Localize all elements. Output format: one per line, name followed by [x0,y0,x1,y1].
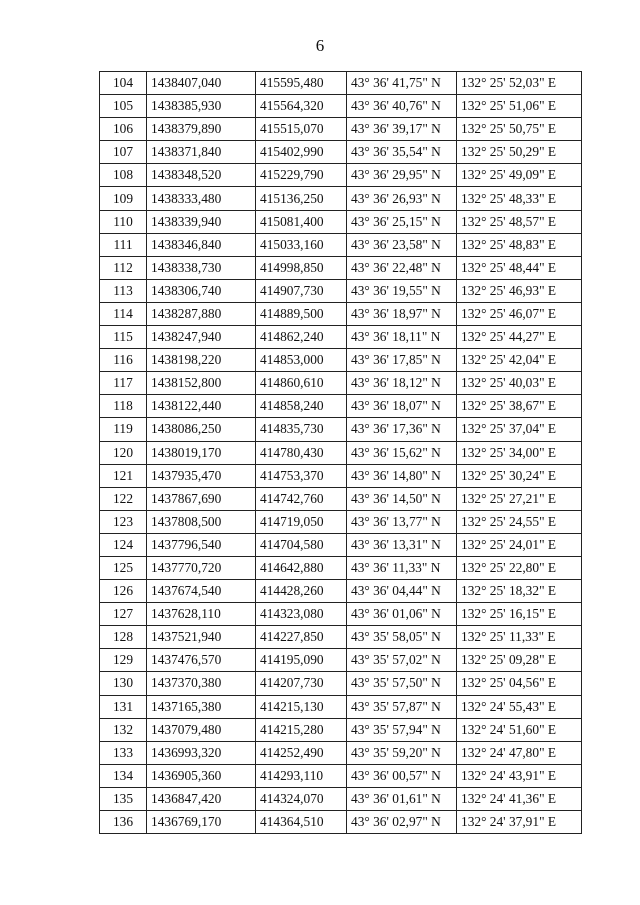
x-coordinate-cell: 1438385,930 [147,95,256,118]
y-coordinate-cell: 414195,090 [256,649,347,672]
longitude-cell: 132° 25' 48,57" E [457,210,582,233]
latitude-cell: 43° 36' 13,31" N [347,533,457,556]
y-coordinate-cell: 414215,280 [256,718,347,741]
y-coordinate-cell: 414642,880 [256,556,347,579]
longitude-cell: 132° 24' 43,91" E [457,764,582,787]
table-row [100,372,582,395]
y-coordinate-cell: 414860,610 [256,372,347,395]
y-coordinate-cell: 414780,430 [256,441,347,464]
longitude-cell: 132° 25' 24,01" E [457,533,582,556]
table-row [100,210,582,233]
x-coordinate-cell: 1437935,470 [147,464,256,487]
x-coordinate-cell: 1436905,360 [147,764,256,787]
x-coordinate-cell: 1438019,170 [147,441,256,464]
y-coordinate-cell: 414862,240 [256,326,347,349]
longitude-cell: 132° 25' 51,06" E [457,95,582,118]
y-coordinate-cell: 415564,320 [256,95,347,118]
table-row [100,118,582,141]
table-row [100,395,582,418]
point-number-cell: 112 [100,256,147,279]
x-coordinate-cell: 1438306,740 [147,279,256,302]
latitude-cell: 43° 36' 14,50" N [347,487,457,510]
latitude-cell: 43° 36' 17,36" N [347,418,457,441]
table-row [100,418,582,441]
x-coordinate-cell: 1438122,440 [147,395,256,418]
longitude-cell: 132° 25' 04,56" E [457,672,582,695]
longitude-cell: 132° 25' 22,80" E [457,556,582,579]
y-coordinate-cell: 415402,990 [256,141,347,164]
point-number-cell: 113 [100,279,147,302]
x-coordinate-cell: 1437867,690 [147,487,256,510]
latitude-cell: 43° 36' 39,17" N [347,118,457,141]
y-coordinate-cell: 415081,400 [256,210,347,233]
longitude-cell: 132° 25' 27,21" E [457,487,582,510]
table-row [100,695,582,718]
y-coordinate-cell: 414215,130 [256,695,347,718]
longitude-cell: 132° 25' 24,55" E [457,510,582,533]
table-row [100,256,582,279]
x-coordinate-cell: 1437796,540 [147,533,256,556]
table-row [100,626,582,649]
y-coordinate-cell: 414364,510 [256,811,347,834]
latitude-cell: 43° 36' 15,62" N [347,441,457,464]
longitude-cell: 132° 25' 46,07" E [457,302,582,325]
page-number: 6 [315,36,325,55]
x-coordinate-cell: 1438287,880 [147,302,256,325]
point-number-cell: 115 [100,326,147,349]
point-number-cell: 129 [100,649,147,672]
point-number-cell: 111 [100,233,147,256]
latitude-cell: 43° 35' 57,87" N [347,695,457,718]
x-coordinate-cell: 1438198,220 [147,349,256,372]
y-coordinate-cell: 414227,850 [256,626,347,649]
table-row [100,741,582,764]
x-coordinate-cell: 1437079,480 [147,718,256,741]
latitude-cell: 43° 36' 18,12" N [347,372,457,395]
longitude-cell: 132° 25' 30,24" E [457,464,582,487]
longitude-cell: 132° 25' 37,04" E [457,418,582,441]
latitude-cell: 43° 36' 19,55" N [347,279,457,302]
point-number-cell: 133 [100,741,147,764]
table-row [100,556,582,579]
y-coordinate-cell: 415033,160 [256,233,347,256]
latitude-cell: 43° 36' 25,15" N [347,210,457,233]
table-row [100,72,582,95]
longitude-cell: 132° 24' 47,80" E [457,741,582,764]
point-number-cell: 131 [100,695,147,718]
longitude-cell: 132° 25' 50,29" E [457,141,582,164]
x-coordinate-cell: 1438371,840 [147,141,256,164]
table-row [100,349,582,372]
point-number-cell: 136 [100,811,147,834]
latitude-cell: 43° 36' 41,75" N [347,72,457,95]
point-number-cell: 134 [100,764,147,787]
x-coordinate-cell: 1438086,250 [147,418,256,441]
latitude-cell: 43° 36' 18,11" N [347,326,457,349]
y-coordinate-cell: 414853,000 [256,349,347,372]
x-coordinate-cell: 1438339,940 [147,210,256,233]
x-coordinate-cell: 1438346,840 [147,233,256,256]
point-number-cell: 104 [100,72,147,95]
x-coordinate-cell: 1437370,380 [147,672,256,695]
point-number-cell: 122 [100,487,147,510]
table-row [100,326,582,349]
coordinates-table-body [100,72,582,834]
table-row [100,487,582,510]
y-coordinate-cell: 414719,050 [256,510,347,533]
latitude-cell: 43° 36' 17,85" N [347,349,457,372]
table-row [100,649,582,672]
table-row [100,533,582,556]
point-number-cell: 119 [100,418,147,441]
point-number-cell: 130 [100,672,147,695]
longitude-cell: 132° 25' 44,27" E [457,326,582,349]
point-number-cell: 135 [100,787,147,810]
table-row [100,603,582,626]
table-row [100,811,582,834]
latitude-cell: 43° 36' 11,33" N [347,556,457,579]
y-coordinate-cell: 414907,730 [256,279,347,302]
table-row [100,164,582,187]
y-coordinate-cell: 414835,730 [256,418,347,441]
x-coordinate-cell: 1437674,540 [147,580,256,603]
point-number-cell: 132 [100,718,147,741]
y-coordinate-cell: 415136,250 [256,187,347,210]
longitude-cell: 132° 25' 34,00" E [457,441,582,464]
latitude-cell: 43° 36' 00,57" N [347,764,457,787]
x-coordinate-cell: 1438379,890 [147,118,256,141]
point-number-cell: 121 [100,464,147,487]
point-number-cell: 116 [100,349,147,372]
table-row [100,787,582,810]
latitude-cell: 43° 35' 59,20" N [347,741,457,764]
x-coordinate-cell: 1438338,730 [147,256,256,279]
latitude-cell: 43° 36' 29,95" N [347,164,457,187]
x-coordinate-cell: 1437521,940 [147,626,256,649]
longitude-cell: 132° 24' 37,91" E [457,811,582,834]
point-number-cell: 108 [100,164,147,187]
table-row [100,580,582,603]
point-number-cell: 117 [100,372,147,395]
longitude-cell: 132° 25' 38,67" E [457,395,582,418]
y-coordinate-cell: 414252,490 [256,741,347,764]
latitude-cell: 43° 35' 57,50" N [347,672,457,695]
y-coordinate-cell: 414753,370 [256,464,347,487]
table-row [100,718,582,741]
point-number-cell: 125 [100,556,147,579]
point-number-cell: 110 [100,210,147,233]
latitude-cell: 43° 36' 18,97" N [347,302,457,325]
table-row [100,510,582,533]
y-coordinate-cell: 414428,260 [256,580,347,603]
point-number-cell: 105 [100,95,147,118]
latitude-cell: 43° 36' 01,61" N [347,787,457,810]
x-coordinate-cell: 1438333,480 [147,187,256,210]
y-coordinate-cell: 414889,500 [256,302,347,325]
x-coordinate-cell: 1438348,520 [147,164,256,187]
table-row [100,441,582,464]
longitude-cell: 132° 25' 46,93" E [457,279,582,302]
longitude-cell: 132° 24' 55,43" E [457,695,582,718]
longitude-cell: 132° 24' 41,36" E [457,787,582,810]
longitude-cell: 132° 25' 18,32" E [457,580,582,603]
longitude-cell: 132° 25' 09,28" E [457,649,582,672]
table-row [100,302,582,325]
y-coordinate-cell: 414998,850 [256,256,347,279]
table-row [100,279,582,302]
point-number-cell: 124 [100,533,147,556]
y-coordinate-cell: 415515,070 [256,118,347,141]
y-coordinate-cell: 414293,110 [256,764,347,787]
latitude-cell: 43° 36' 13,77" N [347,510,457,533]
longitude-cell: 132° 25' 52,03" E [457,72,582,95]
x-coordinate-cell: 1436993,320 [147,741,256,764]
longitude-cell: 132° 25' 48,33" E [457,187,582,210]
x-coordinate-cell: 1436769,170 [147,811,256,834]
x-coordinate-cell: 1437165,380 [147,695,256,718]
coordinates-table [99,71,582,834]
longitude-cell: 132° 24' 51,60" E [457,718,582,741]
longitude-cell: 132° 25' 48,83" E [457,233,582,256]
x-coordinate-cell: 1437628,110 [147,603,256,626]
latitude-cell: 43° 35' 58,05" N [347,626,457,649]
y-coordinate-cell: 414207,730 [256,672,347,695]
table-row [100,187,582,210]
longitude-cell: 132° 25' 48,44" E [457,256,582,279]
y-coordinate-cell: 414323,080 [256,603,347,626]
table-row [100,95,582,118]
longitude-cell: 132° 25' 16,15" E [457,603,582,626]
latitude-cell: 43° 36' 02,97" N [347,811,457,834]
point-number-cell: 109 [100,187,147,210]
point-number-cell: 118 [100,395,147,418]
y-coordinate-cell: 414858,240 [256,395,347,418]
point-number-cell: 120 [100,441,147,464]
longitude-cell: 132° 25' 49,09" E [457,164,582,187]
x-coordinate-cell: 1436847,420 [147,787,256,810]
point-number-cell: 107 [100,141,147,164]
latitude-cell: 43° 35' 57,02" N [347,649,457,672]
x-coordinate-cell: 1438152,800 [147,372,256,395]
y-coordinate-cell: 414324,070 [256,787,347,810]
point-number-cell: 128 [100,626,147,649]
point-number-cell: 114 [100,302,147,325]
longitude-cell: 132° 25' 50,75" E [457,118,582,141]
latitude-cell: 43° 36' 04,44" N [347,580,457,603]
point-number-cell: 127 [100,603,147,626]
latitude-cell: 43° 36' 14,80" N [347,464,457,487]
latitude-cell: 43° 35' 57,94" N [347,718,457,741]
latitude-cell: 43° 36' 35,54" N [347,141,457,164]
table-row [100,141,582,164]
latitude-cell: 43° 36' 26,93" N [347,187,457,210]
table-row [100,464,582,487]
latitude-cell: 43° 36' 40,76" N [347,95,457,118]
longitude-cell: 132° 25' 40,03" E [457,372,582,395]
y-coordinate-cell: 414742,760 [256,487,347,510]
point-number-cell: 106 [100,118,147,141]
x-coordinate-cell: 1437770,720 [147,556,256,579]
y-coordinate-cell: 415229,790 [256,164,347,187]
x-coordinate-cell: 1438247,940 [147,326,256,349]
latitude-cell: 43° 36' 22,48" N [347,256,457,279]
x-coordinate-cell: 1437808,500 [147,510,256,533]
latitude-cell: 43° 36' 01,06" N [347,603,457,626]
longitude-cell: 132° 25' 11,33" E [457,626,582,649]
latitude-cell: 43° 36' 23,58" N [347,233,457,256]
x-coordinate-cell: 1437476,570 [147,649,256,672]
point-number-cell: 123 [100,510,147,533]
table-row [100,233,582,256]
latitude-cell: 43° 36' 18,07" N [347,395,457,418]
table-row [100,764,582,787]
y-coordinate-cell: 414704,580 [256,533,347,556]
x-coordinate-cell: 1438407,040 [147,72,256,95]
longitude-cell: 132° 25' 42,04" E [457,349,582,372]
point-number-cell: 126 [100,580,147,603]
table-row [100,672,582,695]
y-coordinate-cell: 415595,480 [256,72,347,95]
